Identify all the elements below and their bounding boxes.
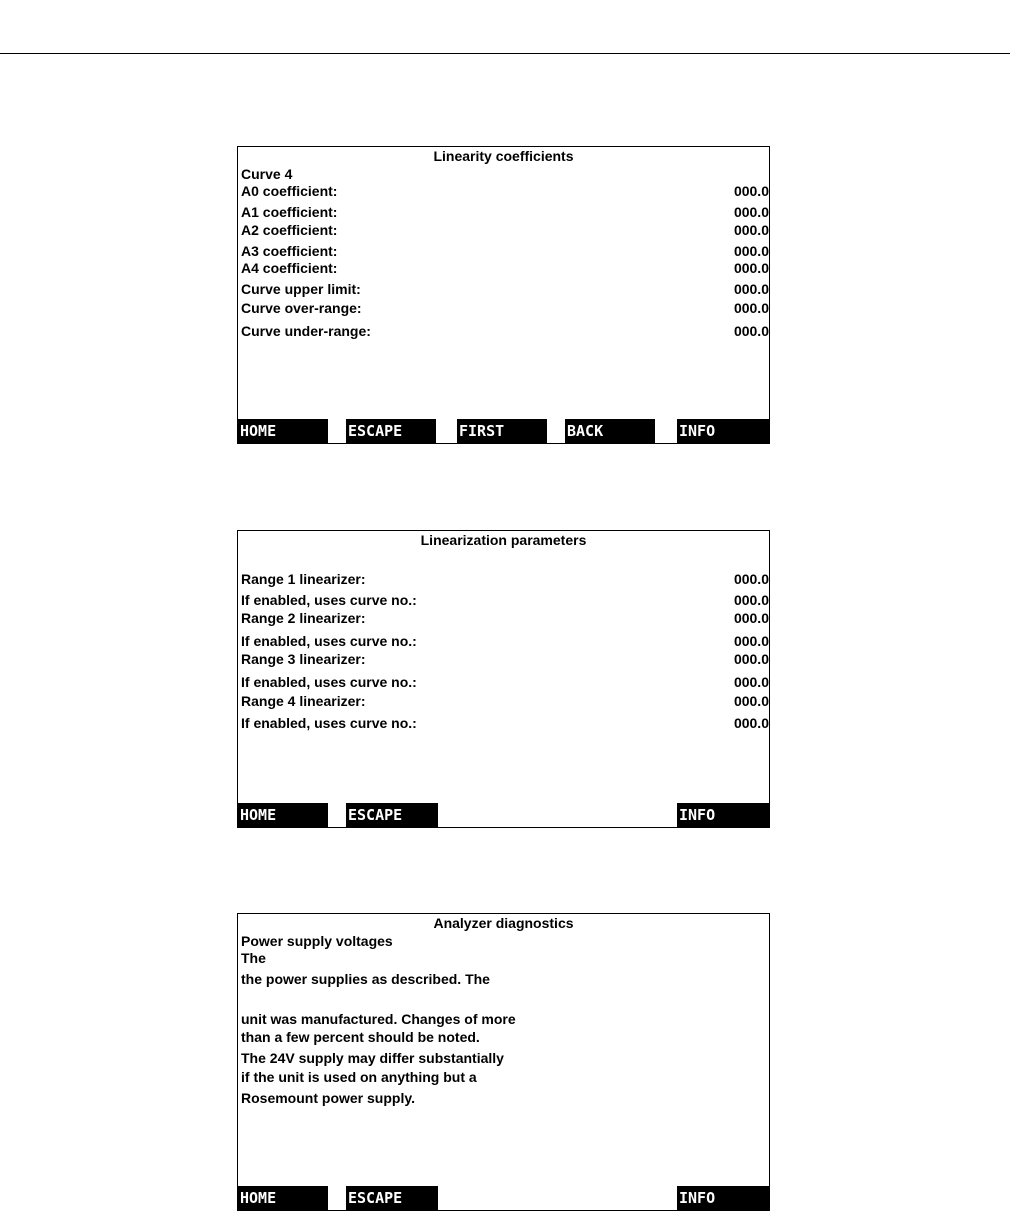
row-label: If enabled, uses curve no.: [241, 715, 417, 731]
range3-curve-row[interactable] [241, 674, 769, 690]
range2-linearizer-row[interactable] [241, 610, 769, 626]
row-label: Curve under-range: [241, 323, 371, 339]
row-value: 000.0 [733, 633, 769, 649]
a4-coefficient-row[interactable] [241, 260, 769, 276]
range1-curve-row[interactable] [241, 592, 769, 608]
home-button[interactable]: HOME [238, 803, 328, 827]
back-button[interactable]: BACK [565, 419, 655, 443]
screen-title: Linearity coefficients [433, 148, 574, 164]
row-value: 000.0 [733, 715, 769, 731]
info-button[interactable]: INFO [677, 1186, 769, 1210]
diagnostics-text-line: Rosemount power supply. [241, 1090, 415, 1106]
row-label: If enabled, uses curve no.: [241, 633, 417, 649]
screen-title: Linearization parameters [420, 532, 587, 548]
screen-title: Analyzer diagnostics [433, 915, 574, 931]
row-value: 000.0 [733, 674, 769, 690]
row-label: Range 2 linearizer: [241, 610, 366, 626]
range2-curve-row[interactable] [241, 633, 769, 649]
escape-button[interactable]: ESCAPE [346, 803, 438, 827]
curve-under-range-row[interactable] [241, 323, 769, 339]
row-label: A0 coefficient: [241, 183, 338, 199]
row-value: 000.0 [733, 281, 769, 297]
page-top-rule [0, 53, 1010, 54]
range4-linearizer-row[interactable] [241, 693, 769, 709]
linearization-parameters-screen [237, 530, 770, 828]
diagnostics-text-line: unit was manufactured. Changes of more [241, 1011, 516, 1027]
home-button[interactable]: HOME [238, 419, 328, 443]
row-label: Curve upper limit: [241, 281, 361, 297]
row-label: Range 4 linearizer: [241, 693, 366, 709]
range4-curve-row[interactable] [241, 715, 769, 731]
row-label: If enabled, uses curve no.: [241, 674, 417, 690]
row-label: A1 coefficient: [241, 204, 338, 220]
a2-coefficient-row[interactable] [241, 222, 769, 238]
diagnostics-text-line: the power supplies as described. The [241, 971, 490, 987]
row-value: 000.0 [733, 183, 769, 199]
diagnostics-text-line: The [241, 950, 266, 966]
row-value: 000.0 [733, 260, 769, 276]
first-button[interactable]: FIRST [457, 419, 547, 443]
diagnostics-text-line: if the unit is used on anything but a [241, 1069, 477, 1085]
row-value: 000.0 [733, 243, 769, 259]
row-value: 000.0 [733, 693, 769, 709]
row-value: 000.0 [733, 571, 769, 587]
escape-button[interactable]: ESCAPE [346, 1186, 438, 1210]
curve-upper-limit-row[interactable] [241, 281, 769, 297]
range1-linearizer-row[interactable] [241, 571, 769, 587]
row-label: If enabled, uses curve no.: [241, 592, 417, 608]
a0-coefficient-row[interactable] [241, 183, 769, 199]
row-value: 000.0 [733, 592, 769, 608]
row-label: Curve over-range: [241, 300, 362, 316]
info-button[interactable]: INFO [677, 803, 769, 827]
row-value: 000.0 [733, 204, 769, 220]
range3-linearizer-row[interactable] [241, 651, 769, 667]
row-value: 000.0 [733, 651, 769, 667]
curve-label: Curve 4 [241, 166, 293, 182]
escape-button[interactable]: ESCAPE [346, 419, 436, 443]
a1-coefficient-row[interactable] [241, 204, 769, 220]
info-button[interactable]: INFO [677, 419, 769, 443]
row-label: Range 3 linearizer: [241, 651, 366, 667]
row-label: A3 coefficient: [241, 243, 338, 259]
row-value: 000.0 [733, 610, 769, 626]
linearity-coefficients-screen [237, 146, 770, 444]
row-value: 000.0 [733, 300, 769, 316]
row-label: Range 1 linearizer: [241, 571, 366, 587]
row-label: A4 coefficient: [241, 260, 338, 276]
home-button[interactable]: HOME [238, 1186, 328, 1210]
a3-coefficient-row[interactable] [241, 243, 769, 259]
diagnostics-heading: Power supply voltages [241, 933, 393, 949]
diagnostics-text-line: than a few percent should be noted. [241, 1029, 480, 1045]
row-value: 000.0 [733, 323, 769, 339]
curve-over-range-row[interactable] [241, 300, 769, 316]
row-label: A2 coefficient: [241, 222, 338, 238]
analyzer-diagnostics-screen [237, 913, 770, 1211]
row-value: 000.0 [733, 222, 769, 238]
diagnostics-text-line: The 24V supply may differ substantially [241, 1050, 504, 1066]
